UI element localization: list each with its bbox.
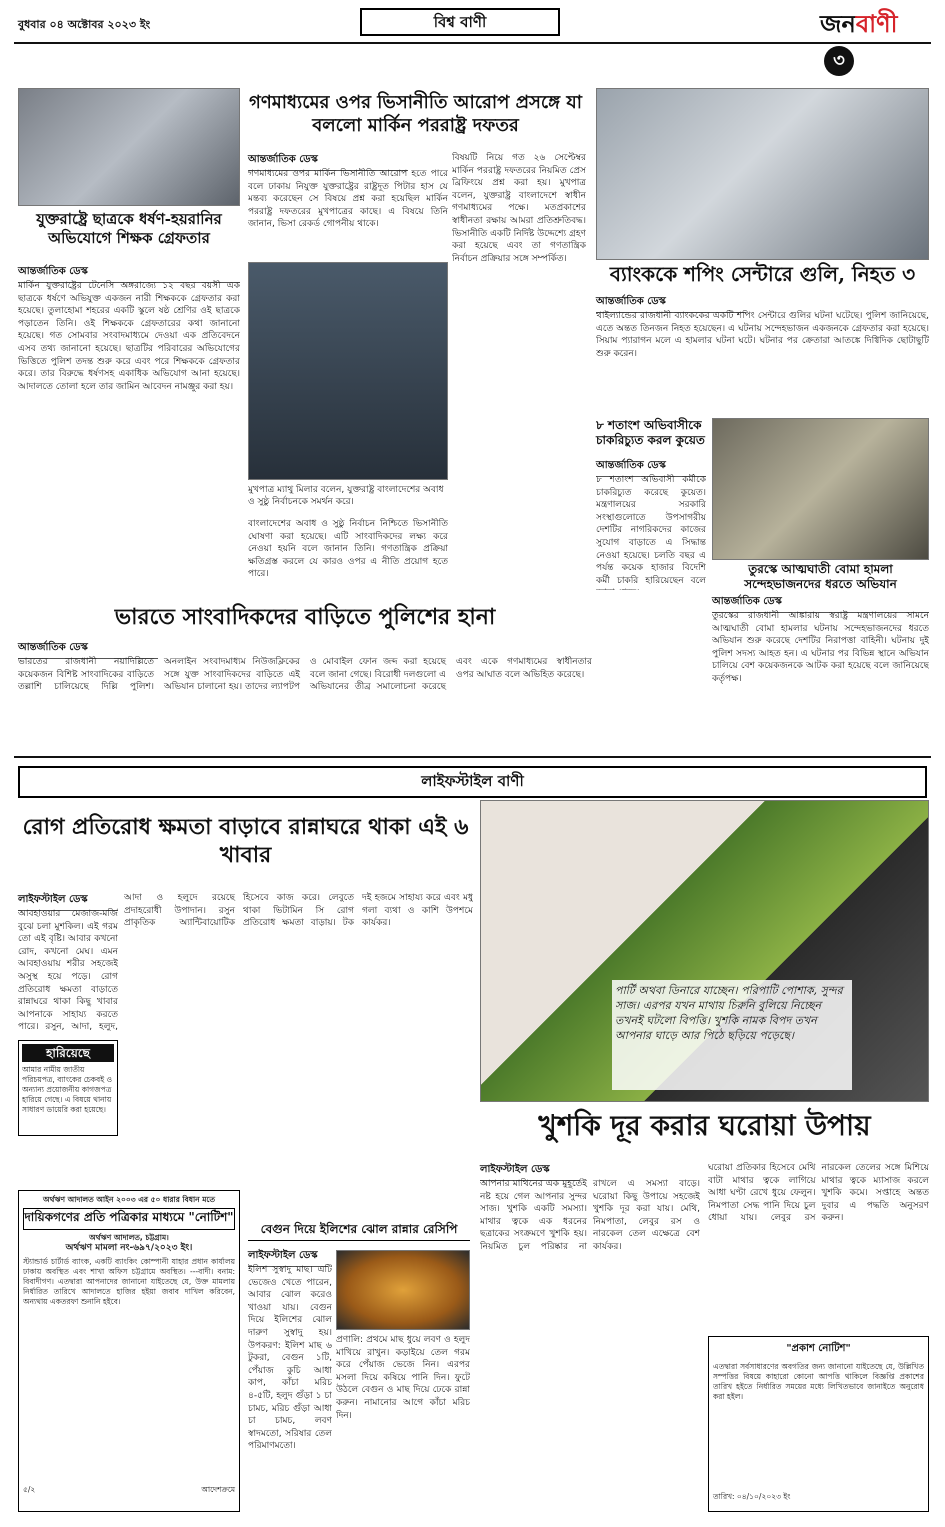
dandruff-quote: পার্টি অথবা ডিনারে যাচ্ছেন। পরিপাটি পোশাক, সুন্দর সাজ। এরপর যখন মাথায় চিরুনি বুলিয়ে নিচ্ছেন তখনই ঘটলো বিপত্তি। খুশকি নামক বিপদ তখন আপনার ঘাড়ে আর পিঠে ছড়িয়ে পড়েছে। [612, 980, 852, 1090]
lifestyle-c-desk: লাইফস্টাইল ডেস্ক [248, 1248, 328, 1267]
section-rule [14, 756, 931, 758]
legal-notice-title: দায়িকগণের প্রতি পত্রিকার মাধ্যমে "নোটিশ" [23, 1208, 235, 1230]
recipe-photo [336, 1250, 470, 1330]
story1-headline: যুক্তরাষ্ট্রে ছাত্রকে ধর্ষণ-হয়রানির অভিযোগে শিক্ষক গ্রেফতার [36, 210, 222, 247]
masthead-logo [820, 6, 930, 71]
story1-body: মার্কিন যুক্তরাষ্ট্রের টেনেসি অঙ্গরাজ্যে ১২ বছর বয়সী এক ছাত্রকে ধর্ষণে অভিযুক্ত একজন নারী শিক্ষককে গ্রেফতার করা হয়েছে। তুলাহোমা শহরের একটি স্কুলে ষষ্ঠ শ্রেণির ওই ছাত্রকে পড়াতেন তিনি। ওই শিক্ষককে গ্রেফতারের কথা জানানো হয়েছে। গত সোমবার সংবাদমাধ্যমে দেওয়া এক প্রতিবেদনে এসব তথ্য জানানো হয়েছে। ছাত্রটির পরিবারের অভিযোগের ভিত্তিতে পুলিশ তদন্ত শুরু করে এবং পরে শিক্ষককে গ্রেফতার করে। তার বিরুদ্ধে ধর্ষণসহ একাধিক অভিযোগ আনা হয়েছে। আদালতে তোলা হলে তার জামিন আবেদন নামঞ্জুর করা হয়। [18, 281, 240, 392]
lifestyle-b-body2: ঘরোয়া প্রতিকার হিসেবে মেথি বাটা মাথার ত্বকে লাগিয়ে আধা ঘণ্টা রেখে ধুয়ে ফেলুন। নিমপাতা সেদ্ধ পানি দিয়ে চুল ধোয়া যায়। লেবুর রস নারকেল তেলের সঙ্গে মিশিয়ে মাথার ত্বকে ম্যাসাজ করলে খুশকি কমে। সপ্তাহে অন্তত দুবার এ পদ্ধতি অনুসরণ করুন। [708, 1163, 929, 1224]
legal-notice-court: অর্থঋণ আদালত, চট্টগ্রাম। [89, 1233, 169, 1242]
lost-notice-title: হারিয়েছে [22, 1044, 114, 1062]
story3-desk: আন্তর্জাতিক ডেস্ক [596, 294, 746, 313]
lifestyle-b-body: আপনার মাথিনের এক মুহূর্তেই নষ্ট হয়ে গেল আপনার সুন্দর সাজ। খুশকি একটি সমস্যা। মাথার ত্বকে এক ধরনের ছত্রাকের সংক্রমণে খুশকি হয়। নিয়মিত চুল পরিষ্কার না রাখলে এ সমস্যা বাড়ে। ঘরোয়া কিছু উপায়ে সহজেই খুশকি দূর করা যায়। মেথি, নিমপাতা, লেবুর রস ও নারকেল তেল এক্ষেত্রে বেশ কার্যকর। [480, 1179, 700, 1252]
lifestyle-c-body: ইলিশ সুস্বাদু মাছ। এটি ভেজেও খেতে পারেন, আবার ঝোল করেও খাওয়া যায়। বেগুন দিয়ে ইলিশের ঝোল দারুণ সুস্বাদু হয়। উপকরণ: ইলিশ মাছ ৬ টুকরা, বেগুন ১টি, পেঁয়াজ কুচি আধা কাপ, কাঁচা মরিচ ৪-৫টি, হলুদ গুঁড়া ১ চা চামচ, মরিচ গুঁড়া আধা চা চামচ, লবণ স্বাদমতো, সরিষার তেল পরিমাণমতো। [248, 1265, 332, 1452]
story6-body: ভারতের রাজধানী নয়াদিল্লিতে কয়েকজন বিশিষ্ট সাংবাদিকের বাড়িতে তল্লাশি চালিয়েছে দিল্লি পুলিশ। অনলাইন সংবাদমাধ্যম নিউজক্লিকের সঙ্গে যুক্ত সাংবাদিকদের বাড়িতে এই অভিযান চালানো হয়। তাদের ল্যাপটপ ও মোবাইল ফোন জব্দ করা হয়েছে বলে জানা গেছে। বিরোধী দলগুলো এ অভিযানের তীব্র সমালোচনা করেছে এবং একে গণমাধ্যমের স্বাধীনতার ওপর আঘাত বলে অভিহিত করেছে। [18, 657, 592, 693]
story2-caption: মুখপাত্র ম্যাথু মিলার বলেন, যুক্তরাষ্ট্র বাংলাদেশের অবাধ ও সুষ্ঠু নির্বাচনকে সমর্থন করে। [248, 485, 444, 507]
public-notice-title: "প্রকাশ নোটিশ" [786, 1343, 851, 1354]
logo-jana-text: জন [820, 9, 856, 38]
story4-body: ৮ শতাংশ অভিবাসী কর্মীকে চাকরিচ্যুত করেছে কুয়েত। মন্ত্রণালয়ের সরকারি সংস্থাগুলোতে উপসাগরীয় দেশটির নাগরিকদের কাজের সুযোগ বাড়াতে এ সিদ্ধান্ত নেওয়া হয়েছে। চলতি বছর এ পর্যন্ত কয়েক হাজার বিদেশি কর্মী চাকরি হারিয়েছেন বলে [596, 475, 706, 586]
lifestyle-a-desk: লাইফস্টাইল ডেস্ক [18, 892, 118, 911]
logo-bani-text: বাণী [855, 9, 898, 38]
story2-body-left: গণমাধ্যমের ওপর মার্কিন ভিসানীতি আরোপ হতে পারে বলে ঢাকায় নিযুক্ত যুক্তরাষ্ট্রের রাষ্ট্রদূত পিটার হাস যে মন্তব্য করেছেন সে বিষয়ে প্রশ্ন করা হয়েছিল মার্কিন পররাষ্ট্র দফতরের মুখপাত্রের কাছে। এ বিষয়ে তিনি জানান, ভিসা রেকর্ড গোপনীয় থাকে। [248, 169, 448, 230]
story3-body: থাইল্যান্ডের রাজধানী ব্যাংককের একটি শপিং সেন্টারে গুলির ঘটনা ঘটেছে। পুলিশ জানিয়েছে, এতে অন্তত তিনজন নিহত হয়েছেন। এ ঘটনায় সন্দেহভাজন একজনকে গ্রেফতার করা হয়েছে। সিয়াম প্যারাগন মলে এ হামলার ঘটনা ঘটে। ঘটনার পর ক্রেতারা আতঙ্কে দিগ্বিদিক ছোটাছুটি শুরু করেন। [596, 311, 929, 359]
legal-notice-footer-right: আদেশক্রমে [201, 1485, 235, 1494]
story2-body-col2: বাংলাদেশের অবাধ ও সুষ্ঠু নির্বাচন নিশ্চিতে ভিসানীতি ঘোষণা করা হয়েছে। এটি সাংবাদিকদের লক্ষ্য করে নেওয়া হয়নি বলে জানান তিনি। গণতান্ত্রিক প্রক্রিয়া ক্ষতিগ্রস্ত করলে যে কারও ওপর এ নীতি প্রয়োগ হতে পারে। [248, 519, 448, 580]
public-notice-footer: তারিখ: ০৪/১০/২০২৩ ইং [713, 1492, 791, 1501]
story2-body-right: বিষয়টি নিয়ে গত ২৬ সেপ্টেম্বর মার্কিন পররাষ্ট্র দফতরের নিয়মিত প্রেস ব্রিফিংয়ে প্রশ্ন করা হয়। মুখপাত্র বলেন, যুক্তরাষ্ট্র বাংলাদেশে স্বাধীন গণমাধ্যমের পক্ষে। মতপ্রকাশের স্বাধীনতা রক্ষায় আমরা প্রতিশ্রুতিবদ্ধ। ভিসানীতি একটি নির্দিষ্ট উদ্দেশ্যে গ্রহণ করা হয়েছে এবং তা গণতান্ত্রিক নির্বাচন প্রক্রিয়ার সঙ্গে সম্পর্কিত। [452, 153, 586, 264]
legal-notice-top: অর্থঋণ আদালত আইন ২০০৩ এর ৫০ ধারার বিধান মতে [42, 1195, 216, 1204]
story6-desk: আন্তর্জাতিক ডেস্ক [18, 640, 158, 659]
story3-photo [596, 88, 929, 260]
lifestyle-c-body2: প্রণালি: প্রথমে মাছ ধুয়ে লবণ ও হলুদ মাখিয়ে রাখুন। কড়াইয়ে তেল গরম করে পেঁয়াজ ভেজে নিন। এরপর মসলা দিয়ে কষিয়ে পানি দিন। ফুটে উঠলে বেগুন ও মাছ দিয়ে ঢেকে রান্না করুন। নামানোর আগে কাঁচা মরিচ দিন। [336, 1335, 470, 1421]
edition-date: বুধবার ০৪ অক্টোবর ২০২৩ ইং [18, 18, 151, 31]
story2-headline: গণমাধ্যমের ওপর ভিসানীতি আরোপ প্রসঙ্গে যা বললো মার্কিন পররাষ্ট্র দফতর [249, 92, 582, 136]
story4-headline: ৮ শতাংশ অভিবাসীকে চাকরিচ্যুত করল কুয়েত [596, 418, 705, 447]
legal-notice-footer-left: ৫/২ [23, 1485, 36, 1494]
story2-photo [248, 262, 448, 480]
lifestyle-a-body2: আদা ও হলুদে রয়েছে প্রদাহরোধী উপাদান। রসুন প্রাকৃতিক অ্যান্টিবায়োটিক হিসেবে কাজ করে। লেবুতে থাকা ভিটামিন সি রোগ প্রতিরোধ ক্ষমতা বাড়ায়। টক দই হজমে সাহায্য করে এবং মধু গলা ব্যথা ও কাশি উপশমে কার্যকর। [124, 893, 473, 929]
story5-headline: তুরস্কে আত্মঘাতী বোমা হামলা সন্দেহভাজনদের ধরতে অভিযান [744, 562, 897, 591]
lifestyle-b-headline: খুশকি দূর করার ঘরোয়া উপায় [538, 1109, 871, 1142]
header-rule [14, 42, 931, 44]
story1-photo [18, 88, 240, 206]
public-notice-box [708, 1336, 929, 1512]
story4-desk: আন্তর্জাতিক ডেস্ক [596, 458, 706, 477]
story1-desk: আন্তর্জাতিক ডেস্ক [18, 264, 240, 283]
story6-headline: ভারতে সাংবাদিকদের বাড়িতে পুলিশের হানা [114, 604, 496, 630]
story2-desk: আন্তর্জাতিক ডেস্ক [248, 152, 408, 171]
public-notice-body: এতদ্বারা সর্বসাধারণের অবগতির জন্য জানানো যাইতেছে যে, উল্লিখিত সম্পত্তির বিষয়ে কাহারো কোনো আপত্তি থাকিলে বিজ্ঞপ্তি প্রকাশের তারিখ হইতে নির্ধারিত সময়ের মধ্যে লিখিতভাবে জানাইতে অনুরোধ করা হইল। [713, 1362, 924, 1401]
legal-notice-body: স্ট্যান্ডার্ড চার্টার্ড ব্যাংক, একটি ব্যাংকিং কোম্পানী যাহার প্রধান কার্যালয় ঢাকায় অবস্থিত এবং শাখা অফিস চট্টগ্রামে অবস্থিত। ---বাদী। বনাম: বিবাদীগণ। এতদ্বারা আপনাদের জানানো যাইতেছে যে, উক্ত মামলায় নির্ধারিত তারিখে আদালতে হাজির হইয়া জবাব দাখিল করিবেন, অন্যথায় একতরফা শুনানি হইবে। [23, 1257, 235, 1306]
page-number-icon: ৩ [824, 46, 854, 76]
story3-headline: ব্যাংককে শপিং সেন্টারে গুলি, নিহত ৩ [609, 262, 916, 286]
lost-notice-body: আমার নামীয় জাতীয় পরিচয়পত্র, ব্যাংকের চেকবই ও অন্যান্য প্রয়োজনীয় কাগজপত্র হারিয়ে গেছে। এ বিষয়ে থানায় সাধারণ ডায়েরি করা হয়েছে। [22, 1065, 113, 1114]
section-title: বিশ্ব বাণী [360, 8, 560, 36]
story5-desk: আন্তর্জাতিক ডেস্ক [712, 594, 929, 613]
lifestyle-c-headline: বেগুন দিয়ে ইলিশের ঝোল রান্নার রেসিপি [248, 1222, 470, 1241]
lifestyle-a-headline: রোগ প্রতিরোধ ক্ষমতা বাড়াবে রান্নাঘরে থাকা এই ৬ খাবার [22, 814, 469, 868]
lost-notice-box [18, 1040, 118, 1136]
lifestyle-a-body: আবহাওয়ার মেজাজ-মর্জি বুঝে চলা মুশকিল। এই গরম তো এই বৃষ্টি। আবার কখনো রোদ, কখনো মেঘ। এমন আবহাওয়ায় শরীর সহজেই অসুস্থ হয়ে পড়ে। রোগ প্রতিরোধ ক্ষমতা বাড়াতে রান্নাঘরে থাকা কিছু খাবার আপনাকে সাহায্য করতে পারে। রসুন, আদা, হলুদ, [18, 909, 118, 1032]
story5-body: তুরস্কের রাজধানী আঙ্কারায় স্বরাষ্ট্র মন্ত্রণালয়ের সামনে আত্মঘাতী বোমা হামলার ঘটনায় সন্দেহভাজনদের ধরতে অভিযান শুরু করেছে দেশটির নিরাপত্তা বাহিনী। ঘটনায় দুই পুলিশ সদস্য আহত হন। এ ঘটনার পর বিভিন্ন স্থানে অভিযান চালিয়ে বেশ কয়েকজনকে আটক করা হয়েছে বলে জানিয়েছে কর্তৃপক্ষ। [712, 611, 929, 684]
legal-notice-case: অর্থঋণ মামলা নং-৬৯৭/২০২৩ ইং। [65, 1243, 193, 1253]
story5-photo [712, 418, 929, 560]
lifestyle-b-desk: লাইফস্টাইল ডেস্ক [480, 1162, 580, 1181]
legal-notice-box [18, 1190, 240, 1512]
lifestyle-section-bar: লাইফস্টাইল বাণী [18, 766, 927, 798]
